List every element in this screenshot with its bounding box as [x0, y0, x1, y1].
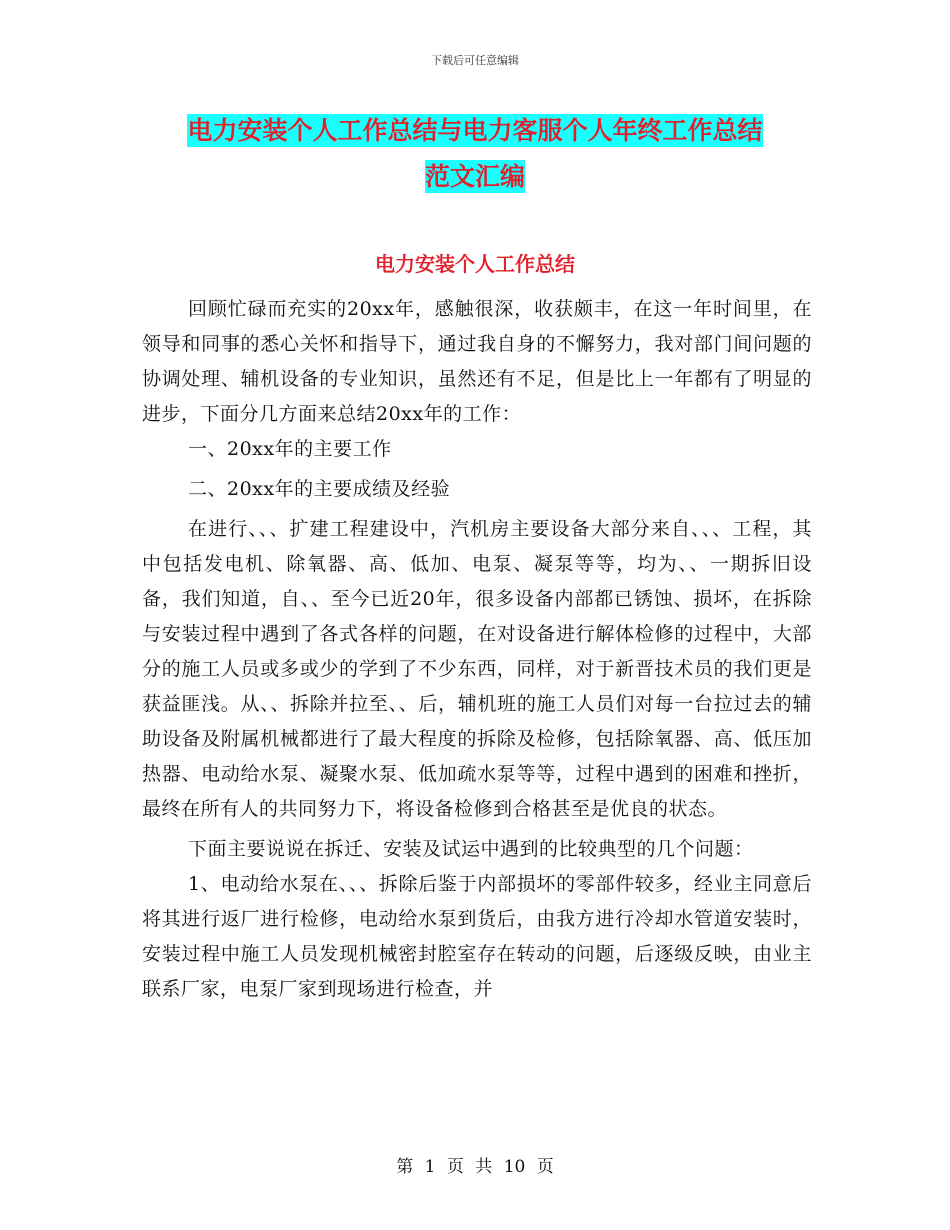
- paragraph-heading-1: 一、20xx年的主要工作: [188, 438, 392, 460]
- paragraph-intro: 回顾忙碌而充实的20xx年，感触很深，收获颇丰，在这一年时间里，在领导和同事的悉心关怀和指导下，通过我自身的不懈努力，我对部门间问题的协调处理、辅机设备的专业知识，虽然还有不足，但是比上一年都有了明显的进步，下面分几方面来总结20xx年的工作：: [142, 298, 812, 425]
- document-title: [0, 108, 950, 200]
- document-body: [142, 292, 812, 1007]
- document-title-line-1: 电力安装个人工作总结与电力客服个人年终工作总结: [187, 116, 763, 145]
- paragraph-problems-intro: 下面主要说说在拆迁、安装及试运中遇到的比较典型的几个问题：: [188, 838, 754, 860]
- page-header-note: 下载后可任意编辑: [431, 54, 519, 67]
- section-title: 电力安装个人工作总结: [375, 252, 575, 276]
- page-footer-page-number: 第 1 页 共 10 页: [396, 1157, 554, 1177]
- document-title-line-2: 范文汇编: [424, 162, 525, 191]
- paragraph-construction: 在进行、、、扩建工程建设中，汽机房主要设备大部分来自、、、工程，其中包括发电机、除氧器、高、低加、电泵、凝泵等等，均为、、一期拆旧设备，我们知道，自、、至今已近20年，很多设备内部都已锈蚀、损坏，在拆除与安装过程中遇到了各式各样的问题，在对设备进行解体检修的过程中，大部分的施工人员或多或少的学到了不少东西，同样，对于新晋技术员的我们更是获益匪浅。从、、拆除并拉至、、后，辅机班的施工人员们对每一台拉过去的辅助设备及附属机械都进行了最大程度的拆除及检修，包括除氧器、高、低压加热器、电动给水泵、凝聚水泵、低加疏水泵等等，过程中遇到的困难和挫折，最终在所有人的共同努力下，将设备检修到合格甚至是优良的状态。: [142, 518, 812, 820]
- paragraph-heading-2: 二、20xx年的主要成绩及经验: [188, 478, 451, 500]
- paragraph-problem-1: 1、电动给水泵在、、、拆除后鉴于内部损坏的零部件较多，经业主同意后将其进行返厂进行检修，电动给水泵到货后，由我方进行冷却水管道安装时，安装过程中施工人员发现机械密封腔室存在转动的问题，后逐级反映，由业主联系厂家，电泵厂家到现场进行检查，并: [142, 873, 812, 1000]
